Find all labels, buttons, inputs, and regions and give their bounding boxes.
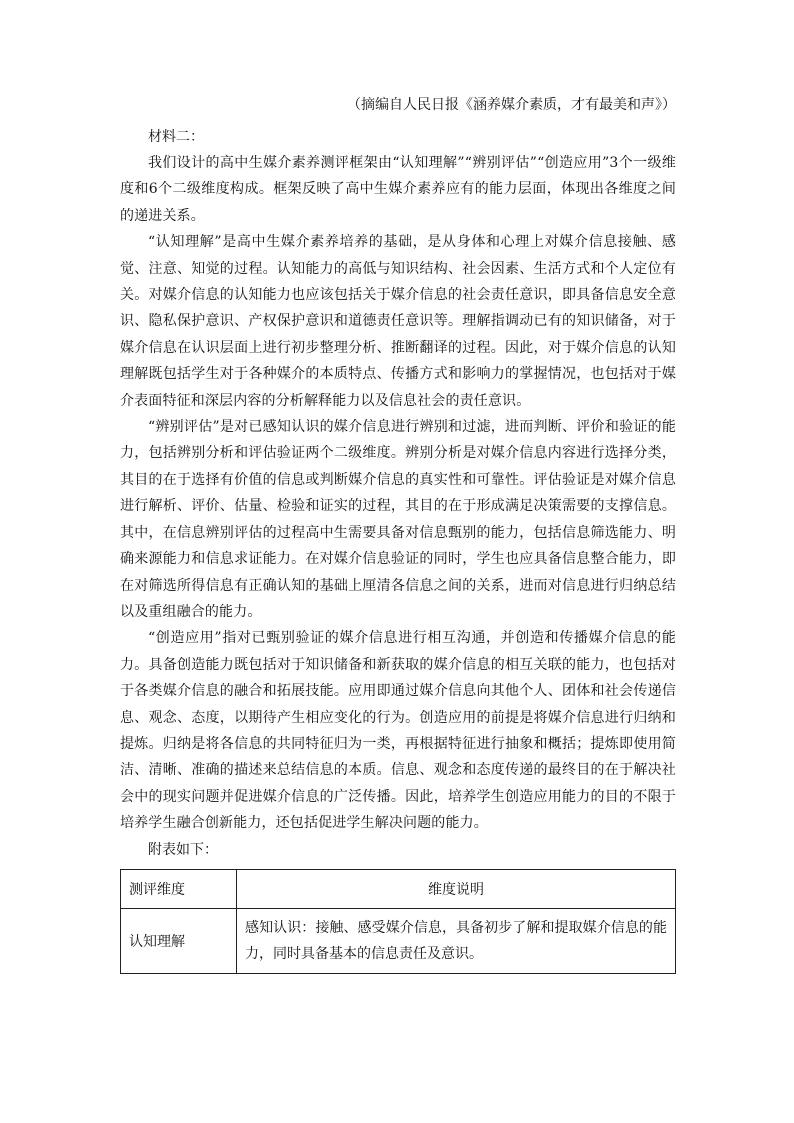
cell-dimension: 认知理解	[121, 908, 237, 973]
material-heading: 材料二：	[148, 129, 204, 145]
paragraph-creation: “创造应用”指对已甄别验证的媒介信息进行相互沟通，并创造和传播媒介信息的能力。具备创造能力既包括对于知识储备和新获取的媒介信息的相互关联的能力，也包括对于各类媒介信息的融合和拓展技能。应用即通过媒介信息向其他个人、团体和社会传递信息、观念、态度，以期待产生相应变化的行为。创造应用的前提是将媒介信息进行归纳和提炼。归纳是将各信息的共同特征归为一类，再根据特征进行抽象和概括；提炼即使用简洁、清晰、准确的描述来总结信息的本质。信息、观念和态度传递的最终目的在于解决社会中的现实问题并促进媒介信息的广泛传播。因此，培养学生创造应用能力的目的不限于培养学生融合创新能力，还包括促进学生解决问题的能力。	[120, 630, 676, 832]
header-dimension: 测评维度	[121, 869, 237, 908]
source-citation: （摘编自人民日报《涵养媒介素质，才有最美和声》）	[347, 97, 676, 113]
paragraph-evaluation: “辨别评估”是对已感知认识的媒介信息进行辨别和过滤，进而判断、评价和验证的能力，包括辨别分析和评估验证两个二级维度。辨别分析是对媒介信息内容进行选择分类，其目的在于选择有价值的信息或判断媒介信息的真实性和可靠性。评估验证是对媒介信息进行解析、评价、估量、检验和证实的过程，其目的在于形成满足决策需要的支撑信息。其中，在信息辨别评估的过程高中生需要具备对信息甄别的能力，包括信息筛选能力、明确来源能力和信息求证能力。在对媒介信息验证的同时，学生也应具备信息整合能力，即在对筛选所得信息有正确认知的基础上厘清各信息之间的关系，进而对信息进行归纳总结以及重组融合的能力。	[120, 419, 676, 620]
document-page	[120, 92, 676, 974]
table-row	[121, 908, 676, 973]
dimension-table	[120, 869, 676, 974]
paragraph-intro: 我们设计的高中生媒介素养测评框架由“认知理解”“辨别评估”“创造应用”3个一级维度和6个二级维度构成。框架反映了高中生媒介素养应有的能力层面，体现出各维度之间的递进关系。	[120, 155, 676, 224]
table-header-row	[121, 869, 676, 908]
header-description: 维度说明	[237, 869, 676, 908]
table-intro-note: 附表如下：	[148, 841, 218, 858]
paragraph-cognition: “认知理解”是高中生媒介素养培养的基础，是从身体和心理上对媒介信息接触、感觉、注意、知觉的过程。认知能力的高低与知识结构、社会因素、生活方式和个人定位有关。对媒介信息的认知能力也应该包括关于媒介信息的社会责任意识，即具备信息安全意识、隐私保护意识、产权保护意识和道德责任意识等。理解指调动已有的知识储备，对于媒介信息在认识层面上进行初步整理分析、推断翻译的过程。因此，对于媒介信息的认知理解既包括学生对于各种媒介的本质特点、传播方式和影响力的掌握情况，也包括对于媒介表面特征和深层内容的分析解释能力以及信息社会的责任意识。	[120, 234, 676, 409]
cell-description: 感知认识：接触、感受媒介信息，具备初步了解和提取媒介信息的能力，同时具备基本的信息责任及意识。	[237, 908, 676, 973]
